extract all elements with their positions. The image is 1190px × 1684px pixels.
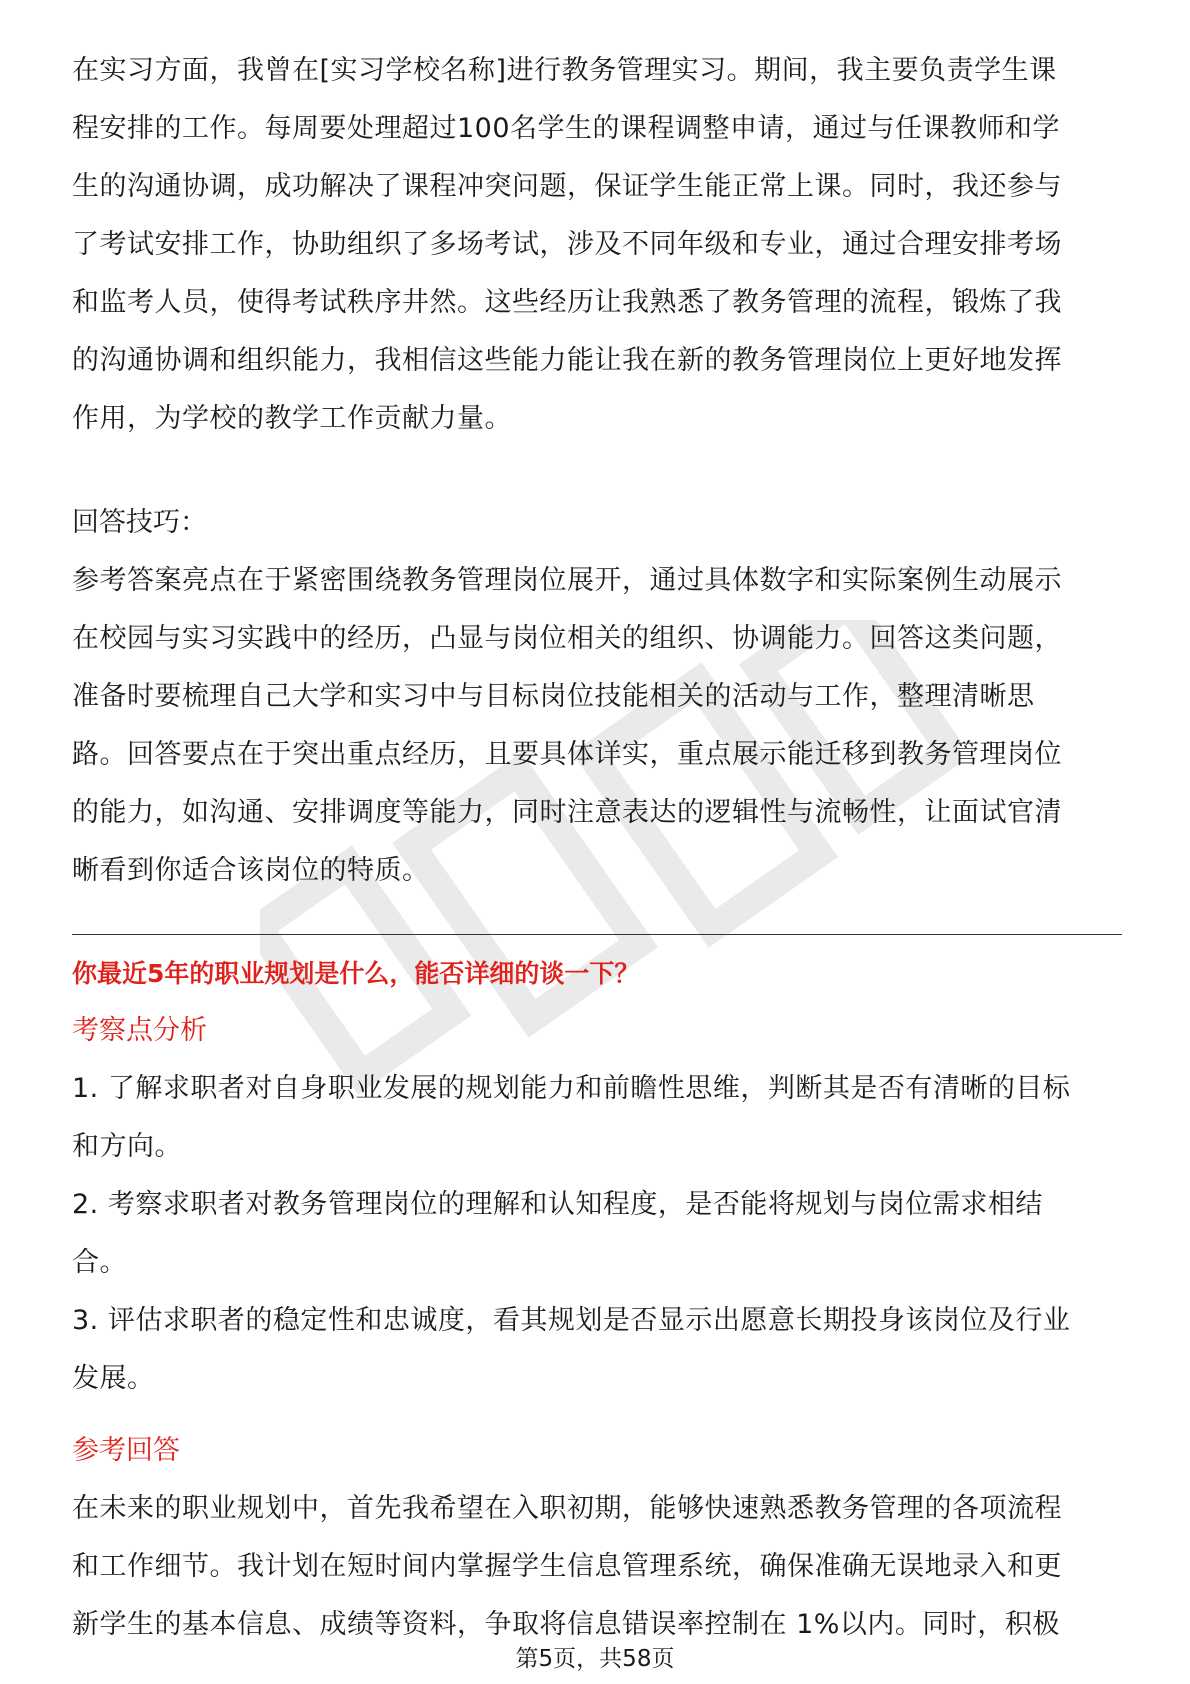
answer-line: 新学生的基本信息、成绩等资料，争取将信息错误率控制在 1%以内。同时，积极 <box>72 1609 1060 1640</box>
page-number: 第5页，共58页 <box>515 1646 675 1672</box>
intro-line: 的沟通协调和组织能力，我相信这些能力能让我在新的教务管理岗位上更好地发挥 <box>72 345 1062 376</box>
analysis-point: 1. 了解求职者对自身职业发展的规划能力和前瞻性思维，判断其是否有清晰的目标 <box>72 1073 1071 1104</box>
tips-line: 路。回答要点在于突出重点经历，且要具体详实，重点展示能迁移到教务管理岗位 <box>72 739 1062 770</box>
tips-line: 准备时要梳理自己大学和实习中与目标岗位技能相关的活动与工作，整理清晰思 <box>72 681 1035 712</box>
analysis-point-cont: 合。 <box>72 1247 127 1278</box>
question-title: 你最近5年的职业规划是什么，能否详细的谈一下？ <box>72 959 640 988</box>
intro-line: 在实习方面，我曾在[实习学校名称]进行教务管理实习。期间，我主要负责学生课 <box>72 55 1057 86</box>
intro-line: 作用，为学校的教学工作贡献力量。 <box>72 403 512 434</box>
answer-heading: 参考回答 <box>72 1435 180 1466</box>
answer-line: 和工作细节。我计划在短时间内掌握学生信息管理系统，确保准确无误地录入和更 <box>72 1551 1062 1582</box>
intro-line: 和监考人员，使得考试秩序井然。这些经历让我熟悉了教务管理的流程，锻炼了我 <box>72 287 1062 318</box>
intro-line: 生的沟通协调，成功解决了课程冲突问题，保证学生能正常上课。同时，我还参与 <box>72 171 1062 202</box>
intro-line: 程安排的工作。每周要处理超过100名学生的课程调整申请，通过与任课教师和学 <box>72 113 1061 144</box>
analysis-point: 3. 评估求职者的稳定性和忠诚度，看其规划是否显示出愿意长期投身该岗位及行业 <box>72 1305 1071 1336</box>
tips-label: 回答技巧： <box>72 507 207 538</box>
analysis-point-cont: 和方向。 <box>72 1131 182 1162</box>
question-section <box>72 946 1122 1654</box>
analysis-heading: 考察点分析 <box>72 1015 207 1046</box>
tips-line: 的能力，如沟通、安排调度等能力，同时注意表达的逻辑性与流畅性，让面试官清 <box>72 797 1062 828</box>
section-divider <box>72 934 1122 935</box>
answer-line: 在未来的职业规划中，首先我希望在入职初期，能够快速熟悉教务管理的各项流程 <box>72 1493 1062 1524</box>
analysis-point: 2. 考察求职者对教务管理岗位的理解和认知程度，是否能将规划与岗位需求相结 <box>72 1189 1043 1220</box>
tips-line: 晰看到你适合该岗位的特质。 <box>72 855 430 886</box>
tips-line: 参考答案亮点在于紧密围绕教务管理岗位展开，通过具体数字和实际案例生动展示 <box>72 565 1062 596</box>
intro-line: 了考试安排工作，协助组织了多场考试，涉及不同年级和专业，通过合理安排考场 <box>72 229 1062 260</box>
analysis-point-cont: 发展。 <box>72 1363 155 1394</box>
tips-line: 在校园与实习实践中的经历，凸显与岗位相关的组织、协调能力。回答这类问题， <box>72 623 1062 654</box>
intro-section <box>72 42 1122 900</box>
